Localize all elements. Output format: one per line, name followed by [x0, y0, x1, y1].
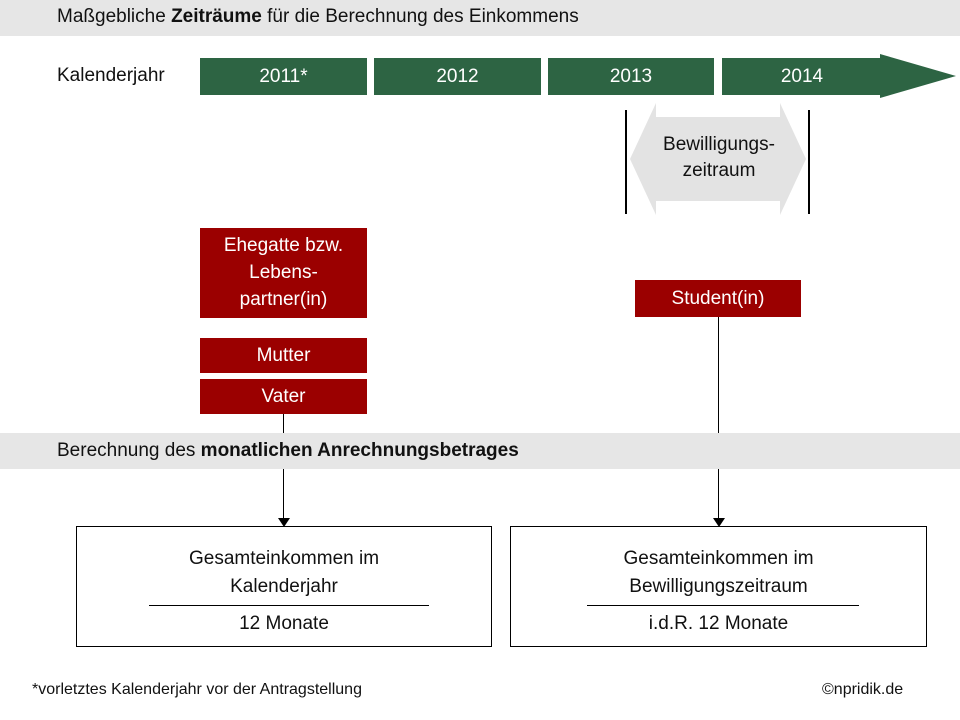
- parents-connector-lower: [283, 469, 284, 519]
- section-bold: monatlichen Anrechnungsbetrages: [200, 440, 519, 461]
- section-prefix: Berechnung des: [57, 440, 201, 461]
- spouse-line3: partner(in): [239, 289, 328, 310]
- year-2011: 2011*: [200, 58, 367, 95]
- student-box: Student(in): [635, 280, 801, 317]
- year-2013: 2013: [548, 58, 714, 95]
- mother-box: Mutter: [200, 338, 367, 373]
- spouse-line1: Ehegatte bzw.: [223, 235, 344, 256]
- year-2014: 2014: [722, 58, 882, 95]
- year-2012: 2012: [374, 58, 541, 95]
- copyright: ©npridik.de: [822, 681, 904, 698]
- section-band: [0, 433, 960, 469]
- father-box: Vater: [200, 379, 367, 414]
- formula-left-denominator: 12 Monate: [239, 613, 329, 634]
- period-start-line: [625, 110, 627, 214]
- formula-right-line2: Bewilligungszeitraum: [629, 576, 808, 597]
- header-band: [0, 0, 960, 36]
- formula-right-denominator: i.d.R. 12 Monate: [648, 613, 789, 634]
- timeline-arrow-head: [880, 54, 956, 98]
- student-connector-upper: [718, 317, 719, 433]
- footnote: *vorletztes Kalenderjahr vor der Antragstellung: [32, 681, 362, 698]
- fraction-line: [149, 605, 429, 606]
- timeline-label: Kalenderjahr: [57, 65, 165, 86]
- header-prefix: Maßgebliche: [57, 6, 172, 27]
- fraction-line: [587, 605, 859, 606]
- period-end-line: [808, 110, 810, 214]
- formula-left-numerator: [77, 545, 491, 601]
- formula-left-line2: Kalenderjahr: [230, 576, 338, 597]
- formula-right-line1: Gesamteinkommen im: [623, 548, 814, 569]
- formula-calendar-year: [76, 526, 492, 647]
- spouse-line2: Lebens-: [249, 262, 318, 283]
- period-label-line2: zeitraum: [682, 160, 756, 181]
- formula-right-numerator: [511, 545, 926, 601]
- student-connector-lower: [718, 469, 719, 519]
- header-bold: Zeiträume: [171, 6, 262, 27]
- parents-connector-upper: [283, 414, 284, 433]
- spouse-box: [200, 228, 367, 318]
- formula-approval-period: [510, 526, 927, 647]
- header-suffix: für die Berechnung des Einkommens: [261, 6, 579, 27]
- formula-left-line1: Gesamteinkommen im: [188, 548, 380, 569]
- period-label-line1: Bewilligungs-: [663, 134, 775, 155]
- period-label: [650, 132, 788, 184]
